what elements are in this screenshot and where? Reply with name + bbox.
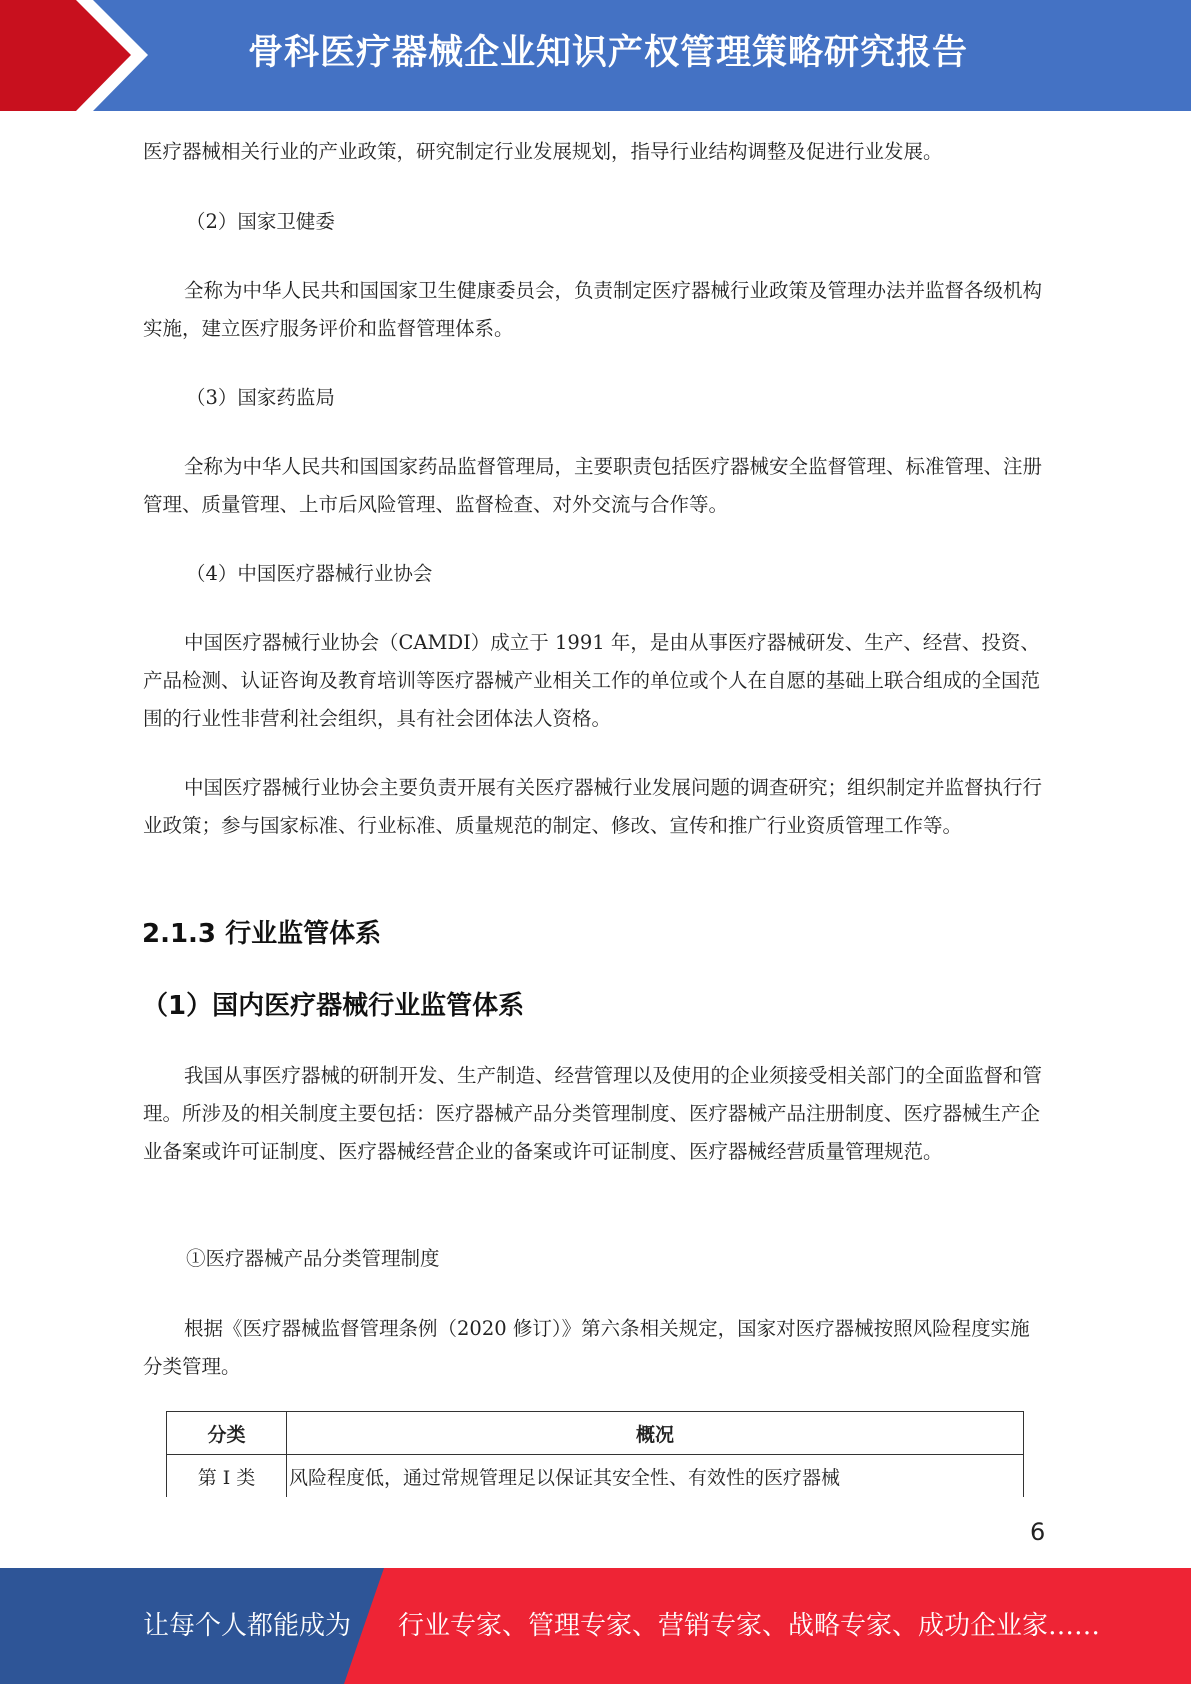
footer-slogan-left: 让每个人都能成为: [143, 1611, 352, 1641]
section-heading-domestic: （1）国内医疗器械行业监管体系: [142, 991, 525, 1021]
paragraph-regulation-overview: 我国从事医疗器械的研制开发、生产制造、经营管理以及使用的企业须接受相关部门的全面监督和管理。所涉及的相关制度主要包括：医疗器械产品分类管理制度、医疗器械产品注册制度、医疗器械生产企业备案或许可证制度、医疗器械经营企业的备案或许可证制度、医疗器械经营质量管理规范。: [143, 1064, 1043, 1163]
paragraph-nhc: 全称为中华人民共和国国家卫生健康委员会，负责制定医疗器械行业政策及管理办法并监督各级机构实施，建立医疗服务评价和监督管理体系。: [143, 279, 1043, 340]
table-header-overview: 概况: [287, 1412, 1024, 1455]
page-footer: [0, 1568, 1191, 1684]
paragraph-classification: 根据《医疗器械监督管理条例（2020 修订）》第六条相关规定，国家对医疗器械按照风险程度实施分类管理。: [143, 1317, 1030, 1378]
page-number: 6: [1030, 1518, 1046, 1546]
table-cell-category: 第 I 类: [167, 1455, 287, 1498]
header-chevron-icon: [0, 0, 160, 111]
report-title: 骨科医疗器械企业知识产权管理策略研究报告: [248, 33, 969, 73]
paragraph-nmpa: 全称为中华人民共和国国家药品监督管理局，主要职责包括医疗器械安全监督管理、标准管理、注册管理、质量管理、上市后风险管理、监督检查、对外交流与合作等。: [143, 455, 1043, 516]
page-header: [0, 0, 1191, 111]
table-row: [167, 1455, 1024, 1498]
paragraph-camdi-duties: 中国医疗器械行业协会主要负责开展有关医疗器械行业发展问题的调查研究；组织制定并监督执行行业政策；参与国家标准、行业标准、质量规范的制定、修改、宣传和推广行业资质管理工作等。: [143, 776, 1043, 837]
table-header-category: 分类: [167, 1412, 287, 1455]
subheading-camdi: （4）中国医疗器械行业协会: [186, 562, 433, 585]
section-heading-2-1-3: 2.1.3 行业监管体系: [142, 919, 382, 949]
paragraph-camdi-intro: 中国医疗器械行业协会（CAMDI）成立于 1991 年，是由从事医疗器械研发、生产、经营、投资、产品检测、认证咨询及教育培训等医疗器械产业相关工作的单位或个人在自愿的基础上联合组成的全国范围的行业性非营利社会组织，具有社会团体法人资格。: [143, 631, 1041, 730]
subheading-nmpa: （3）国家药监局: [186, 386, 335, 409]
table-cell-overview: 风险程度低，通过常规管理足以保证其安全性、有效性的医疗器械: [287, 1455, 1024, 1498]
paragraph-industry-policy: 医疗器械相关行业的产业政策，研究制定行业发展规划，指导行业结构调整及促进行业发展。: [143, 140, 943, 163]
footer-slogan-right: 行业专家、管理专家、营销专家、战略专家、成功企业家……: [398, 1611, 1101, 1641]
table-header-row: [167, 1412, 1024, 1455]
subheading-classification: ①医疗器械产品分类管理制度: [186, 1247, 440, 1270]
classification-table: [166, 1411, 1024, 1497]
subheading-nhc: （2）国家卫健委: [186, 210, 335, 233]
